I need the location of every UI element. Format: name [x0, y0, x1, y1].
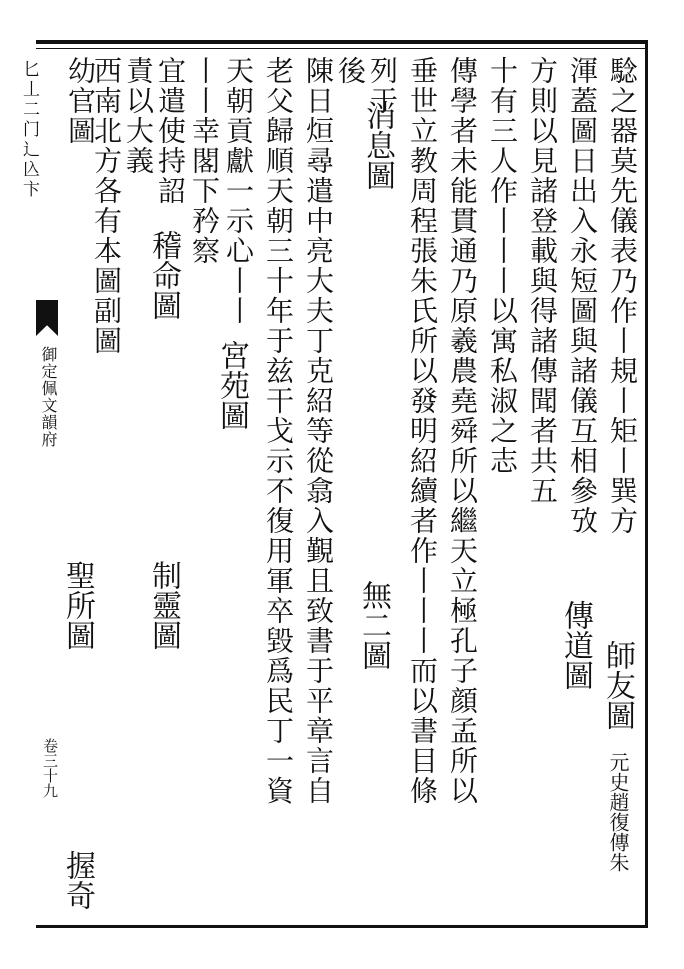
- heading-chuandao: 傳道圖: [558, 600, 593, 690]
- text-column-4: 十有三人作丨丨丨以寓私淑之志: [486, 56, 519, 476]
- text-column-11: 天朝貢獻一示心丨丨: [222, 56, 255, 326]
- heading-shiyou: 師友圖: [600, 640, 635, 730]
- heading-zhiling: 制靈圖: [146, 560, 181, 650]
- text-column-1: 騐之器莫先儀表乃作丨規丨矩丨巽方: [606, 56, 639, 536]
- text-column-15: 西南北方各有本圖副圖: [90, 56, 123, 356]
- heading-shengsuo: 聖所圖: [60, 560, 95, 650]
- text-column-2: 渾蓋圖日出入永短圖與諸儀互相參攷: [566, 56, 599, 536]
- text-column-14: 責以大義: [122, 56, 155, 176]
- text-column-7: 列于: [366, 56, 399, 116]
- fish-tail-mark: [36, 300, 58, 336]
- note-shiyou: 元史趙復傳朱: [606, 752, 630, 872]
- heading-gongyuan: 宮苑圖: [214, 340, 249, 430]
- bottom-border: [36, 925, 648, 928]
- right-border: [645, 40, 648, 928]
- text-column-3: 方則以見諸登載與得諸傳聞者共五: [526, 56, 559, 506]
- text-column-8: 後: [334, 56, 367, 86]
- text-column-16: 幼官圖: [64, 56, 97, 146]
- text-column-10: 老父歸順天朝三十年于兹干戈示不復用軍卒毀爲民丁一資: [262, 56, 295, 806]
- text-column-9: 陳日烜尋遣中亮大夫丁克紹等從翕入覲且致書于平章言自: [302, 56, 335, 806]
- heading-wuer: 無二圖: [356, 580, 391, 670]
- text-column-13: 宜遣使持詔: [154, 56, 187, 206]
- text-column-6: 垂世立教周程張朱氏所以發明紹續者作丨丨丨而以書目條: [406, 56, 439, 806]
- margin-marks: 匕丄二门辶兦卞: [19, 60, 39, 200]
- book-title: 御定佩文韻府: [39, 346, 58, 448]
- text-column-5: 傳學者未能貫通乃原羲農堯舜所以繼天立極孔子顔孟所以: [446, 56, 479, 806]
- top-border: [36, 40, 648, 44]
- text-column-12: 丨丨幸閣下矜察: [188, 56, 221, 266]
- heading-jiming: 稽命圖: [146, 230, 181, 320]
- heading-woqi: 握奇: [60, 850, 95, 910]
- heading-xiaoxi: 消息圖: [360, 100, 395, 190]
- top-border-inner: [36, 48, 648, 49]
- folio-number: 卷三十九: [41, 738, 59, 798]
